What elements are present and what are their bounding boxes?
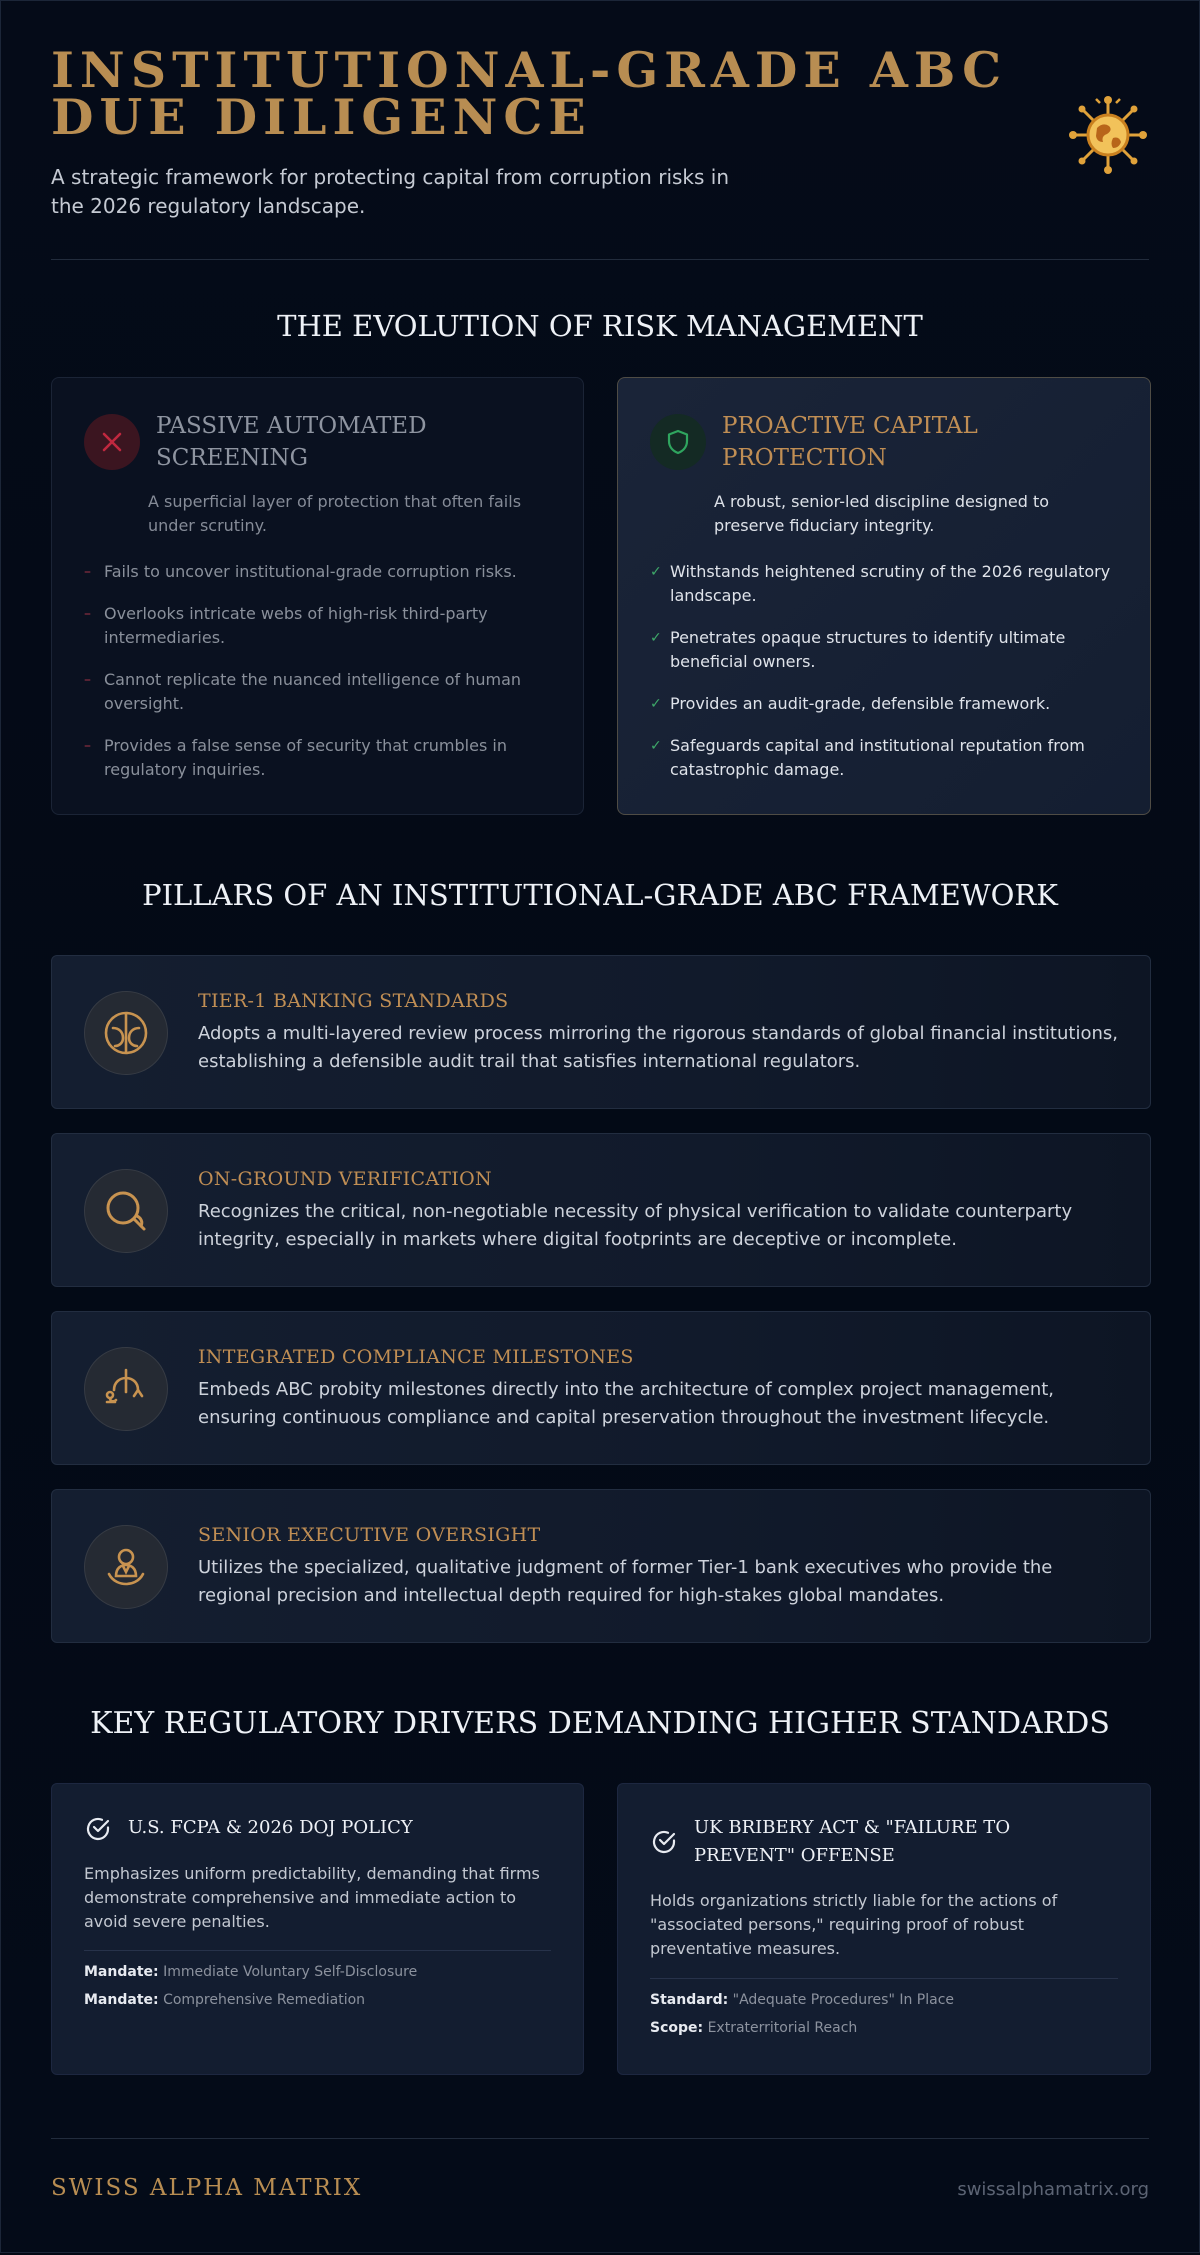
- page-subtitle: A strategic framework for protecting capital from corruption risks in the 2026 regulatory landscape.: [51, 165, 730, 218]
- page-title: INSTITUTIONAL-GRADE ABC DUE DILIGENCE: [51, 41, 1008, 146]
- pillar-heading: ON-GROUND VERIFICATION: [198, 1168, 492, 1190]
- pillar-description: Embeds ABC probity milestones directly into the architecture of complex project management, ensuring continuous compliance and capital preservation throughout the investment lifecycle.: [198, 1379, 1055, 1428]
- driver-description: Emphasizes uniform predictability, demanding that firms demonstrate comprehensive and immediate action to avoid severe penalties.: [84, 1864, 540, 1931]
- pillar-heading: INTEGRATED COMPLIANCE MILESTONES: [198, 1346, 634, 1368]
- list-item: – Overlooks intricate webs of high-risk third-party intermediaries.: [84, 604, 488, 647]
- header: [51, 1, 1149, 260]
- globe-emblem-icon: [1067, 94, 1149, 176]
- evolution-section-title: THE EVOLUTION OF RISK MANAGEMENT: [277, 309, 923, 343]
- check-circle-icon: [84, 1815, 112, 1843]
- shield-emblem-icon: [84, 991, 168, 1075]
- uk-bribery-driver-card: [617, 1783, 1151, 2075]
- proactive-benefit-list: [650, 560, 1130, 800]
- driver-heading: UK BRIBERY ACT & "FAILURE TO PREVENT" OFFENSE: [694, 1817, 1011, 1866]
- check-bullet-icon: ✓: [650, 630, 662, 646]
- check-bullet-icon: ✓: [650, 738, 662, 754]
- magnifier-icon: [84, 1169, 168, 1253]
- pillar-heading: SENIOR EXECUTIVE OVERSIGHT: [198, 1524, 541, 1546]
- dash-bullet-icon: –: [84, 606, 91, 622]
- driver-description: Holds organizations strictly liable for the actions of "associated persons," requiring proof of robust preventative measures.: [650, 1891, 1058, 1958]
- proactive-card-description: A robust, senior-led discipline designed to preserve fiduciary integrity.: [714, 492, 1050, 535]
- website-link[interactable]: swissalphamatrix.org: [957, 2179, 1149, 2200]
- pillar-heading: TIER-1 BANKING STANDARDS: [198, 990, 509, 1012]
- brand-name: SWISS ALPHA MATRIX: [51, 2175, 363, 2201]
- list-item: – Provides a false sense of security that crumbles in regulatory inquiries.: [84, 736, 507, 779]
- pillars-section-title: PILLARS OF AN INSTITUTIONAL-GRADE ABC FRAMEWORK: [142, 878, 1058, 912]
- driver-meta-line: Mandate: Comprehensive Remediation: [84, 1992, 366, 2008]
- divider: [650, 1978, 1118, 1979]
- pillar-description: Recognizes the critical, non-negotiable necessity of physical verification to validate counterparty integrity, especially in markets where digital footprints are deceptive or incomplete.: [198, 1201, 1073, 1250]
- pillar-description: Utilizes the specialized, qualitative judgment of former Tier-1 bank executives who provide the regional precision and intellectual depth required for high-stakes global mandates.: [198, 1557, 1053, 1606]
- dash-bullet-icon: –: [84, 564, 91, 580]
- driver-meta-line: Standard: "Adequate Procedures" In Place: [650, 1992, 955, 2008]
- passive-card-heading: PASSIVE AUTOMATED SCREENING: [156, 413, 427, 471]
- executive-person-icon: [84, 1525, 168, 1609]
- driver-meta-line: Scope: Extraterritorial Reach: [650, 2020, 858, 2036]
- list-item: ✓ Penetrates opaque structures to identify ultimate beneficial owners.: [650, 628, 1066, 671]
- passive-risk-list: [84, 560, 564, 800]
- footer: [51, 2138, 1149, 2255]
- list-item: ✓ Safeguards capital and institutional reputation from catastrophic damage.: [650, 736, 1085, 779]
- x-icon: [84, 414, 140, 470]
- drivers-section-title: KEY REGULATORY DRIVERS DEMANDING HIGHER STANDARDS: [90, 1706, 1110, 1741]
- passive-screening-card: [51, 377, 584, 815]
- driver-heading: U.S. FCPA & 2026 DOJ POLICY: [128, 1817, 413, 1838]
- list-item: – Cannot replicate the nuanced intelligence of human oversight.: [84, 670, 522, 713]
- check-bullet-icon: ✓: [650, 696, 662, 712]
- pillar-card: [51, 955, 1151, 1109]
- pillar-card: [51, 1489, 1151, 1643]
- proactive-card-heading: PROACTIVE CAPITAL PROTECTION: [722, 413, 978, 471]
- check-circle-icon: [650, 1828, 678, 1856]
- list-item: – Fails to uncover institutional-grade corruption risks.: [84, 560, 564, 584]
- pillar-description: Adopts a multi-layered review process mirroring the rigorous standards of global financial institutions, establishing a defensible audit trail that satisfies international regulators.: [198, 1023, 1118, 1072]
- divider: [84, 1950, 551, 1951]
- dash-bullet-icon: –: [84, 672, 91, 688]
- check-bullet-icon: ✓: [650, 564, 662, 580]
- passive-card-description: A superficial layer of protection that often fails under scrutiny.: [148, 492, 522, 535]
- driver-meta-line: Mandate: Immediate Voluntary Self-Disclosure: [84, 1964, 418, 1980]
- proactive-protection-card: [617, 377, 1151, 815]
- milestone-network-icon: [84, 1347, 168, 1431]
- pillar-card: [51, 1311, 1151, 1465]
- dash-bullet-icon: –: [84, 738, 91, 754]
- shield-icon: [650, 414, 706, 470]
- list-item: ✓ Provides an audit-grade, defensible framework.: [650, 692, 1130, 716]
- fcpa-driver-card: [51, 1783, 584, 2075]
- list-item: ✓ Withstands heightened scrutiny of the 2026 regulatory landscape.: [650, 562, 1111, 605]
- pillar-card: [51, 1133, 1151, 1287]
